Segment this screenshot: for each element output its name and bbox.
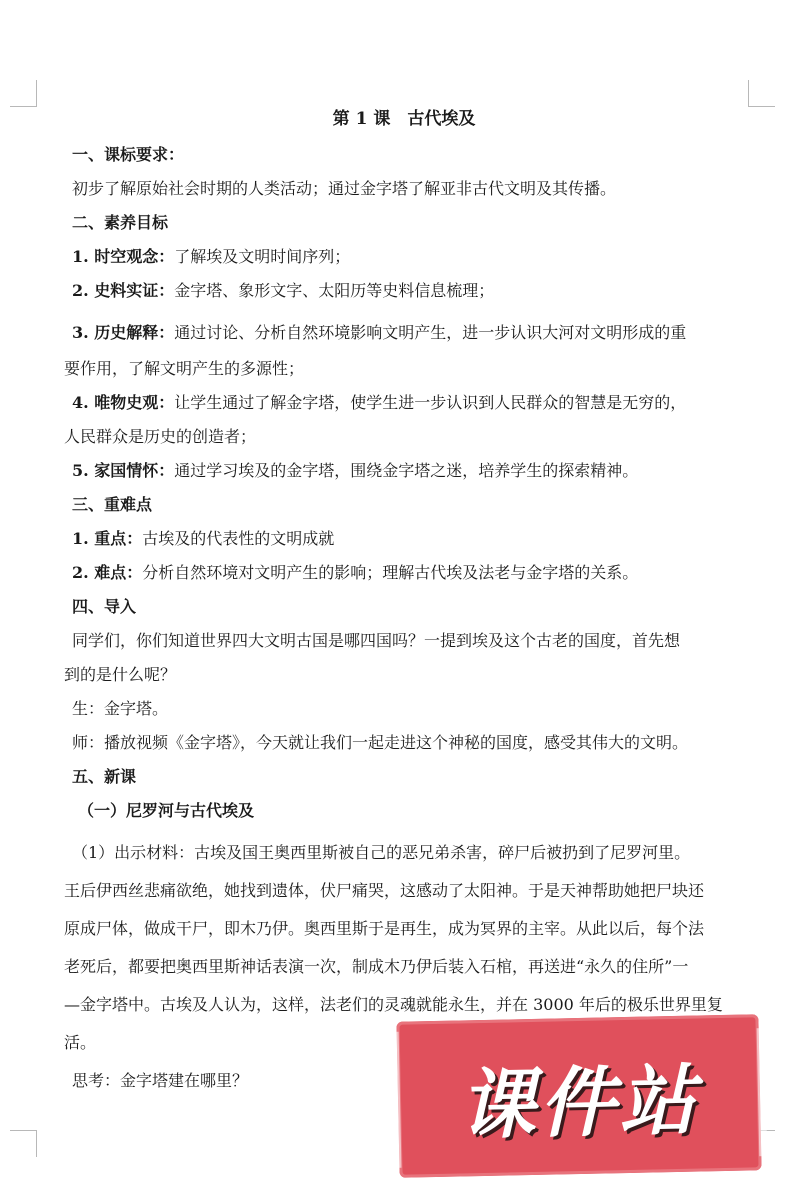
paragraph-line: 活。: [64, 1033, 97, 1052]
list-item-continued: 人民群众是历史的创造者；: [64, 427, 257, 446]
list-item-continued: 要作用，了解文明产生的多源性；: [64, 359, 305, 378]
document-page: [64, 104, 744, 1100]
subsection-heading: （一）尼罗河与古代埃及: [78, 801, 255, 820]
paragraph-line: 原成尸体，做成干尸，即木乃伊。奥西里斯于是再生，成为冥界的主宰。从此以后，每个法: [64, 919, 705, 938]
paragraph-line: —金字塔中。古埃及人认为，这样，法老们的灵魂就能永生，并在 3000 年后的极乐世界里复: [64, 995, 723, 1014]
item-text: 金字塔、象形文字、太阳历等史料信息梳理；: [174, 281, 495, 300]
item-text: 了解埃及文明时间序列；: [174, 247, 351, 266]
item-text: 让学生通过了解金字塔，使学生进一步认识到人民群众的智慧是无穷的，: [174, 393, 687, 412]
section-heading: 一、课标要求：: [72, 145, 185, 164]
section-heading: 二、素养目标: [72, 213, 169, 232]
list-item: [64, 522, 744, 556]
item-label: 3. 历史解释：: [72, 323, 175, 342]
list-item: [64, 240, 744, 274]
lesson-title: 第 1 课 古代埃及: [332, 109, 476, 129]
list-item: [64, 454, 744, 488]
list-item: [64, 314, 744, 352]
list-item: [64, 386, 744, 420]
item-text: 通过讨论、分析自然环境影响文明产生，进一步认识大河对文明形成的重: [174, 323, 687, 342]
list-item: [64, 556, 744, 590]
paragraph-line: 老死后，都要把奥西里斯神话表演一次，制成木乃伊后装入石棺，再送进“永久的住所”一: [64, 957, 689, 976]
item-text: 分析自然环境对文明产生的影响；理解古代埃及法老与金字塔的关系。: [142, 563, 639, 582]
item-label: 2. 难点：: [72, 563, 143, 582]
question-line: 思考：金字塔建在哪里？: [72, 1071, 249, 1090]
section-heading: 三、重难点: [72, 495, 153, 514]
watermark-text: 课件站: [458, 1054, 701, 1150]
section-heading: 五、新课: [72, 767, 137, 786]
item-label: 2. 史料实证：: [72, 281, 175, 300]
item-text: 通过学习埃及的金字塔，围绕金字塔之迷，培养学生的探索精神。: [174, 461, 639, 480]
crop-mark-top-right: [748, 80, 775, 107]
paragraph-line: 王后伊西丝悲痛欲绝，她找到遗体，伏尸痛哭，这感动了太阳神。于是天神帮助她把尸块还: [64, 881, 705, 900]
paragraph: 初步了解原始社会时期的人类活动；通过金字塔了解亚非古代文明及其传播。: [72, 179, 617, 198]
paragraph-line: （1）出示材料：古埃及国王奥西里斯被自己的恶兄弟杀害，碎尸后被扔到了尼罗河里。: [72, 843, 691, 862]
list-item: [64, 274, 744, 308]
watermark-stamp: [396, 1014, 761, 1178]
paragraph-line: 到的是什么呢？: [64, 665, 177, 684]
item-label: 5. 家国情怀：: [72, 461, 175, 480]
item-label: 1. 重点：: [72, 529, 143, 548]
section-heading: 四、导入: [72, 597, 137, 616]
paragraph-line: 同学们，你们知道世界四大文明古国是哪四国吗？一提到埃及这个古老的国度，首先想: [72, 631, 681, 650]
item-label: 4. 唯物史观：: [72, 393, 175, 412]
item-text: 古埃及的代表性的文明成就: [142, 529, 335, 548]
dialogue-line: 师：播放视频《金字塔》，今天就让我们一起走进这个神秘的国度，感受其伟大的文明。: [72, 733, 689, 752]
crop-mark-top-left: [10, 80, 37, 107]
dialogue-line: 生：金字塔。: [72, 699, 169, 718]
item-label: 1. 时空观念：: [72, 247, 175, 266]
crop-mark-bottom-left: [10, 1130, 37, 1157]
